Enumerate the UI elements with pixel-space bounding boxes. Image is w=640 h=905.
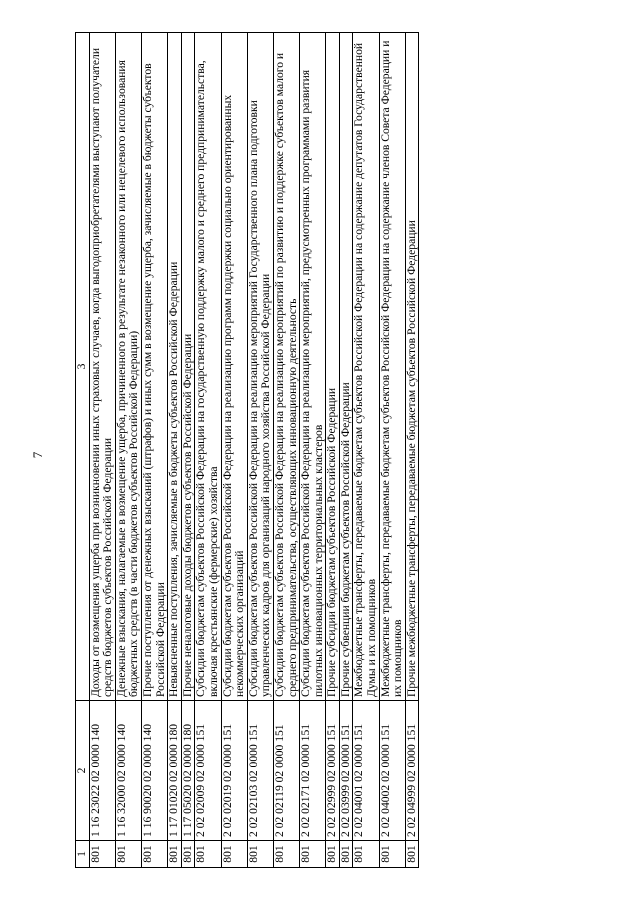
- revenue-name-cell: Субсидии бюджетам субъектов Российской Федерации на реализацию программ поддержки социально ориентированных некоммерческих организаций: [221, 33, 247, 701]
- admin-code-cell: 801: [168, 841, 182, 868]
- table-row: [195, 33, 221, 868]
- revenue-name-cell: Субсидии бюджетам субъектов Российской Федерации на реализацию мероприятий Государственного плана подготовки управленческих кадров для организаций народного хозяйства Российской Федерации: [247, 33, 273, 701]
- table-row: [89, 33, 115, 868]
- table-row: [115, 33, 141, 868]
- budget-code-cell: 1 16 90020 02 0000 140: [141, 701, 167, 841]
- table-row: [300, 33, 326, 868]
- column-number-row: [76, 33, 90, 868]
- column-header-2: 2: [76, 701, 90, 841]
- budget-code-cell: 1 16 23022 02 0000 140: [89, 701, 115, 841]
- revenue-name-cell: Доходы от возмещения ущерба при возникновении иных страховых случаев, когда выгодоприобретателями выступают получатели средств бюджетов субъектов Российской Федерации: [89, 33, 115, 701]
- budget-code-cell: 2 02 02171 02 0000 151: [300, 701, 326, 841]
- revenue-name-cell: Прочие субсидии бюджетам субъектов Российской Федерации: [326, 33, 340, 701]
- budget-code-cell: 2 02 03999 02 0000 151: [339, 701, 353, 841]
- revenue-name-cell: Межбюджетные трансферты, передаваемые бюджетам субъектов Российской Федерации на содержание членов Совета Федерации и их помощников: [379, 33, 405, 701]
- admin-code-cell: 801: [339, 841, 353, 868]
- table-row: [339, 33, 353, 868]
- table-row: [141, 33, 167, 868]
- revenue-name-cell: Субсидии бюджетам субъектов Российской Федерации на государственную поддержку малого и среднего предпринимательства, включая крестьянские (фермерские) хозяйства: [195, 33, 221, 701]
- budget-code-cell: 2 02 02999 02 0000 151: [326, 701, 340, 841]
- admin-code-cell: 801: [141, 841, 167, 868]
- table-row: [247, 33, 273, 868]
- budget-code-cell: 2 02 02119 02 0000 151: [273, 701, 299, 841]
- admin-code-cell: 801: [353, 841, 379, 868]
- table-row: [273, 33, 299, 868]
- table-row: [405, 33, 419, 868]
- page-number: 7: [30, 451, 45, 459]
- admin-code-cell: 801: [221, 841, 247, 868]
- column-header-3: 3: [76, 33, 90, 701]
- admin-code-cell: 801: [195, 841, 221, 868]
- admin-code-cell: 801: [247, 841, 273, 868]
- revenue-name-cell: Прочие поступления от денежных взысканий (штрафов) и иных сумм в возмещение ущерба, зачисляемые в бюджеты субъектов Российской Федерации: [141, 33, 167, 701]
- revenue-name-cell: Прочие субвенции бюджетам субъектов Российской Федерации: [339, 33, 353, 701]
- table-row: [379, 33, 405, 868]
- admin-code-cell: 801: [326, 841, 340, 868]
- admin-code-cell: 801: [181, 841, 195, 868]
- table-row: [168, 33, 182, 868]
- budget-code-cell: 2 02 02019 02 0000 151: [221, 701, 247, 841]
- budget-code-cell: 1 16 32000 02 0000 140: [115, 701, 141, 841]
- budget-code-cell: 1 17 01020 02 0000 180: [168, 701, 182, 841]
- revenue-name-cell: Денежные взыскания, налагаемые в возмещение ущерба, причиненного в результате незаконного или нецелевого использования бюджетных средств (в части бюджетов субъектов Российской Федерации): [115, 33, 141, 701]
- budget-code-cell: 2 02 02103 02 0000 151: [247, 701, 273, 841]
- table-row: [181, 33, 195, 868]
- revenue-name-cell: Субсидии бюджетам субъектов Российской Федерации на реализацию мероприятий по развитию и поддержке субъектов малого и среднего предпринимательства, осуществляющих инновационную деятельность: [273, 33, 299, 701]
- admin-code-cell: 801: [115, 841, 141, 868]
- admin-code-cell: 801: [273, 841, 299, 868]
- revenue-codes-table: [75, 32, 419, 868]
- revenue-name-cell: Прочие межбюджетные трансферты, передаваемые бюджетам субъектов Российской Федерации: [405, 33, 419, 701]
- revenue-name-cell: Субсидии бюджетам субъектов Российской Федерации на реализацию мероприятий, предусмотренных программами развития пилотных инновационных территориальных кластеров: [300, 33, 326, 701]
- table-row: [221, 33, 247, 868]
- revenue-name-cell: Невыясненные поступления, зачисляемые в бюджеты субъектов Российской Федерации: [168, 33, 182, 701]
- budget-code-cell: 2 02 02009 02 0000 151: [195, 701, 221, 841]
- table-row: [326, 33, 340, 868]
- budget-code-cell: 2 02 04999 02 0000 151: [405, 701, 419, 841]
- admin-code-cell: 801: [379, 841, 405, 868]
- budget-code-cell: 2 02 04002 02 0000 151: [379, 701, 405, 841]
- admin-code-cell: 801: [89, 841, 115, 868]
- revenue-name-cell: Межбюджетные трансферты, передаваемые бюджетам субъектов Российской Федерации на содержание депутатов Государственной Думы и их помощников: [353, 33, 379, 701]
- budget-code-cell: 1 17 05020 02 0000 180: [181, 701, 195, 841]
- budget-code-cell: 2 02 04001 02 0000 151: [353, 701, 379, 841]
- rotated-page-content: [75, 33, 565, 868]
- revenue-name-cell: Прочие неналоговые доходы бюджетов субъектов Российской Федерации: [181, 33, 195, 701]
- column-header-1: 1: [76, 841, 90, 868]
- admin-code-cell: 801: [300, 841, 326, 868]
- admin-code-cell: 801: [405, 841, 419, 868]
- table-row: [353, 33, 379, 868]
